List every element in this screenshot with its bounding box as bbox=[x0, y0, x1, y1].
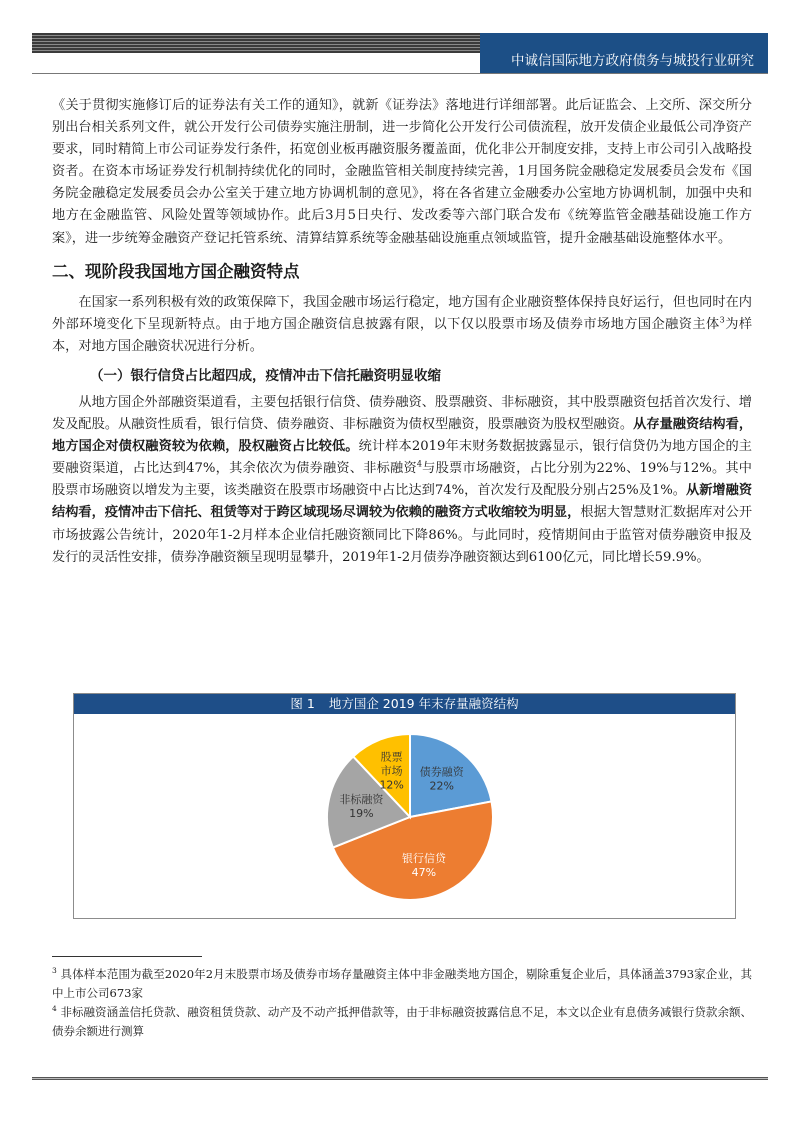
header-rule bbox=[32, 73, 768, 74]
pie-chart bbox=[74, 714, 735, 918]
footnote-3-text: 具体样本范围为截至2020年2月末股票市场及债券市场存量融资主体中非金融类地方国企，剔除重复企业后，具体涵盖3793家企业，其中上市公司673家 bbox=[52, 967, 753, 1000]
pie-pct-label-3: 12% bbox=[379, 778, 404, 792]
pie-label-3: 股票 bbox=[380, 750, 403, 764]
intro-paragraph: 《关于贯彻实施修订后的证券法有关工作的通知》，就新《证券法》落地进行详细部署。此后证监会、上交所、深交所分别出台相关系列文件，就公开发行公司债券实施注册制，进一步简化公开发行公司债流程，放开发债企业最低公司净资产要求，同时精简上市公司证券发行条件，拓宽创业板再融资服务覆盖面，优化非公开制度安排，支持上市公司引入战略投资者。在资本市场证券发行机制持续优化的同时，金融监管相关制度持续完善，1月国务院金融稳定发展委员会发布《国务院金融稳定发展委员会办公室关于建立地方协调机制的意见》，将在各省建立金融委办公室地方协调机制，加强中央和地方在金融监管、风险处置等领域协作。此后3月5日央行、发改委等六部门联合发布《统筹监管金融基础设施工作方案》，进一步统筹金融资产登记托管系统、清算结算系统等金融基础设施重点领域监管，提升金融基础设施整体水平。 bbox=[52, 98, 752, 246]
figure-title: 地方国企 2019 年末存量融资结构 bbox=[328, 696, 519, 711]
section-title: 二、现阶段我国地方国企融资特点 bbox=[52, 261, 300, 281]
pie-label-3: 市场 bbox=[380, 764, 403, 778]
pie-label-0: 债券融资 bbox=[419, 765, 464, 779]
footnote-4-text: 非标融资涵盖信托贷款、融资租赁贷款、动产及不动产抵押借款等，由于非标融资披露信息不足，本文以企业有息债务减银行贷款余额、债券余额进行测算 bbox=[52, 1005, 752, 1038]
section-intro-paragraph bbox=[52, 292, 752, 358]
footnote-3 bbox=[52, 965, 752, 1003]
subsection-title: （一）银行信贷占比超四成，疫情冲击下信托融资明显收缩 bbox=[90, 367, 441, 384]
pie-label-2: 非标融资 bbox=[339, 793, 384, 807]
footer-rule bbox=[32, 1077, 768, 1080]
analysis-text-2: 统计样本2019年末财务数据披露显示，银行信贷仍为地方国企的主要融资渠道，占比达到47%，其余依次为债券融资、非标融资 bbox=[52, 439, 752, 477]
analysis-text-4: 根据大智慧财汇数据库对公开市场披露公告统计，2020年1-2月样本企业信托融资额同比下降86%。与此同时，疫情期间由于监管对债券融资申报及发行的灵活性安排，债券净融资额呈现明显攀升，2019年1-2月债券净融资额达到6100亿元，同比增长59.9%。 bbox=[52, 505, 753, 565]
footnotes bbox=[52, 965, 752, 1041]
analysis-text-3: 与股票市场融资，占比分别为22%、19%与12%。其中股票市场融资以增发为主要，该类融资在股票市场融资中占比达到74%，首次发行及配股分别占25%及1%。 bbox=[52, 461, 752, 499]
pie-pct-label-2: 19% bbox=[349, 807, 374, 821]
analysis-bold-2: 从新增融资结构看，疫情冲击下信托、租赁等对于跨区域现场尽调较为依赖的融资方式收缩较为明显， bbox=[52, 483, 753, 521]
section-intro-text-b: 为样本，对地方国企融资状况进行分析。 bbox=[52, 316, 753, 354]
figure-title-bar bbox=[74, 694, 735, 714]
footnote-ref-3[interactable]: 3 bbox=[719, 315, 725, 325]
analysis-text-1: 从地方国企外部融资渠道看，主要包括银行信贷、债券融资、股票融资、非标融资，其中股票融资包括首次发行、增发及配股。从融资性质看，银行信贷、债券融资、非标融资为债权型融资，股票融资为股权型融资。 bbox=[52, 394, 752, 433]
figure-1 bbox=[73, 693, 736, 919]
footnote-4 bbox=[52, 1003, 752, 1041]
header-title-band bbox=[480, 33, 768, 73]
main-content bbox=[52, 95, 752, 569]
pie-label-1: 银行信贷 bbox=[401, 851, 446, 865]
analysis-bold-1: 从存量融资结构看，地方国企对债权融资较为依赖，股权融资占比较低。 bbox=[52, 417, 753, 455]
footnote-rule bbox=[52, 956, 202, 957]
header-title: 中诚信国际地方政府债务与城投行业研究 bbox=[511, 53, 754, 69]
analysis-paragraph bbox=[52, 392, 752, 569]
section-intro-text-a: 在国家一系列积极有效的政策保障下，我国金融市场运行稳定，地方国有企业融资整体保持良好运行，但也同时在内外部环境变化下呈现新特点。由于地方国企融资信息披露有限，以下仅以股票市场及债券市场地方国企融资主体 bbox=[52, 294, 752, 332]
pie-pct-label-1: 47% bbox=[411, 865, 437, 879]
pie-pct-label-0: 22% bbox=[429, 779, 454, 793]
footnote-ref-4[interactable]: 4 bbox=[416, 459, 422, 469]
figure-number: 图 1 bbox=[290, 696, 315, 711]
footnote-4-mark: 4 bbox=[52, 1004, 57, 1014]
footnote-3-mark: 3 bbox=[52, 966, 57, 976]
